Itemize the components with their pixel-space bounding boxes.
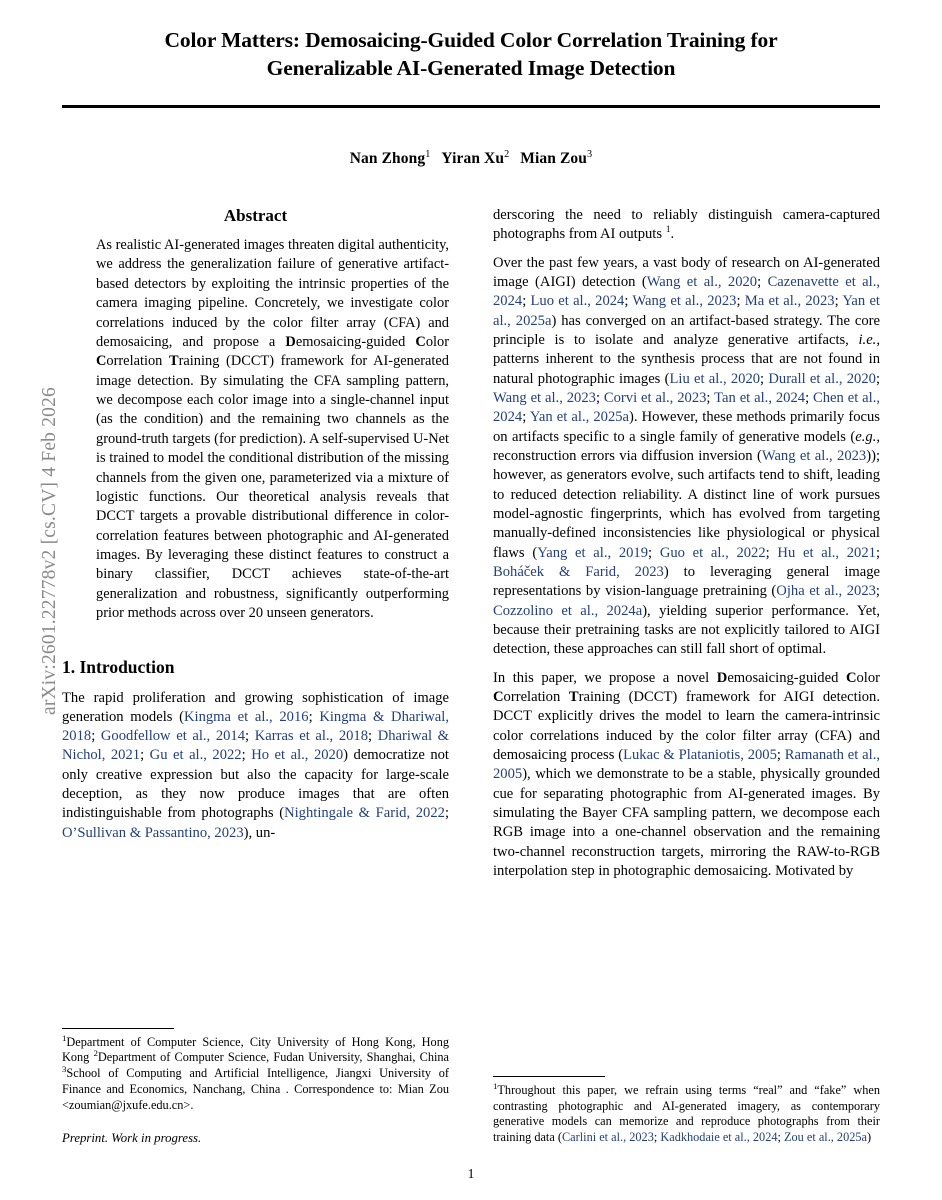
citation-link[interactable]: Yan et al., 2025a: [529, 409, 630, 426]
citation-link[interactable]: Chen et al., 2024: [493, 389, 881, 426]
abstract-heading: Abstract: [223, 206, 288, 225]
page-title: [68, 26, 874, 83]
citation-link[interactable]: Wang et al., 2023: [632, 293, 737, 310]
left-footnote-zone: [62, 1020, 449, 1146]
bold-text: C: [845, 669, 857, 686]
author-1-name: Nan Zhong: [349, 149, 426, 167]
citation-link[interactable]: Liu et al., 2020: [669, 370, 761, 387]
citation-link[interactable]: Dhariwal & Nichol, 2021: [62, 728, 449, 764]
citation-link[interactable]: Hu et al., 2021: [777, 544, 876, 561]
footnote-separator: [62, 1028, 174, 1029]
intro-paragraph-1-continued: derscoring the need to reliably distinguish camera-captured photographs from AI outputs $^1$.: [493, 207, 880, 243]
intro-paragraph-1: The rapid proliferation and growing sophistication of image generation models (Kingma et al., 2016; Kingma & Dhariwal, 2018; Goodfellow et al., 2014; Karras et al., 2018; Dhariwal & Nichol, 2021; Gu et al., 2022; Ho et al., 2020) democratize not only creative expression but also the capacity for large-scale deception, as they now produce images that are often indistinguishable from photographs (Nightingale & Farid, 2022; O’Sullivan & Passantino, 2023), un-: [62, 689, 450, 841]
citation-link[interactable]: Carlini et al., 2023: [561, 1130, 654, 1145]
footnote-marker: 1: [665, 224, 671, 236]
citation-link[interactable]: Cozzolino et al., 2024a: [493, 602, 643, 619]
author-1-affiliation-marker: 1: [425, 148, 431, 160]
citation-link[interactable]: Yang et al., 2019: [537, 544, 649, 561]
intro-paragraph-3: In this paper, we propose a novel Demosaicing-guided Color Correlation Training (DCCT) framework for AIGI detection. DCCT explicitly drives the model to learn the camera-intrinsic color correlations induced by the color filter array (CFA) and demosaicing process (Lukac & Plataniotis, 2005; Ramanath et al., 2005), which we demonstrate to be a stable, physically grounded cue for separating photographic from AI-generated images. By simulating the Bayer CFA sampling pattern, we decompose each RGB image into a one-channel observation and the remaining two-channel reconstruction targets, mirroring the RAW-to-RGB interpolation step in photographic demosaicing. Motivated by: [493, 669, 881, 879]
citation-link[interactable]: Ramanath et al., 2005: [493, 746, 881, 783]
citation-link[interactable]: Ho et al., 2020: [251, 747, 344, 764]
preprint-note: Preprint. Work in progress.: [62, 1130, 202, 1145]
footnote-marker: 1: [493, 1080, 498, 1091]
title-line-2: Generalizable AI-Generated Image Detection: [266, 56, 676, 81]
citation-link[interactable]: Gu et al., 2022: [149, 747, 242, 764]
footnote-marker: 2: [93, 1048, 98, 1059]
italic-text: i.e.: [858, 331, 877, 348]
citation-link[interactable]: Wang et al., 2020: [646, 273, 758, 290]
footnote-marker: 1: [62, 1032, 67, 1043]
bold-text: T: [568, 688, 579, 705]
citation-link[interactable]: Lukac & Plataniotis, 2005: [623, 746, 777, 763]
citation-link[interactable]: Luo et al., 2024: [530, 293, 625, 310]
author-1: [350, 150, 431, 167]
right-column: [493, 206, 880, 1146]
citation-link[interactable]: Yan et al., 2025a: [493, 293, 880, 329]
title-rule: [62, 105, 880, 108]
citation-link[interactable]: Kingma et al., 2016: [183, 708, 309, 725]
citation-link[interactable]: Ma et al., 2023: [744, 293, 835, 310]
citation-link[interactable]: Durall et al., 2020: [768, 370, 876, 387]
citation-link[interactable]: Boháček & Farid, 2023: [493, 563, 664, 580]
title-line-1: Color Matters: Demosaicing-Guided Color Correlation Training for: [164, 28, 778, 52]
title-block: [62, 0, 880, 168]
citation-link[interactable]: Guo et al., 2022: [659, 544, 766, 561]
bold-text: D: [716, 669, 728, 686]
intro-paragraph-2: Over the past few years, a vast body of research on AI-generated image (AIGI) detection (Wang et al., 2020; Cazenavette et al., 2024; Luo et al., 2024; Wang et al., 2023; Ma et al., 2023; Yan et al., 2025a) has converged on an artifact-based strategy. The core principle is to isolate and analyze generative artifacts, i.e., patterns inherent to the synthesis process that are not found in natural photographic images (Liu et al., 2020; Durall et al., 2020; Wang et al., 2023; Corvi et al., 2023; Tan et al., 2024; Chen et al., 2024; Yan et al., 2025a). However, these methods primarily focus on artifacts specific to a single family of generative models (e.g., reconstruction errors via diffusion inversion (Wang et al., 2023)); however, as generators evolve, such artifacts tend to shift, leading to reduced detection reliability. A distinct line of work pursues model-agnostic fingerprints, which has evolved from targeting manually-defined inconsistencies like physiological or physical flaws (Yang et al., 2019; Guo et al., 2022; Hu et al., 2021; Boháček & Farid, 2023) to leveraging general image representations by vision-language pretraining (Ojha et al., 2023; Cozzolino et al., 2024a), yielding superior performance. Yet, because their pretraining tasks are not explicitly tailored to AIGI detection, these approaches can still fall short of optimal.: [493, 254, 881, 658]
citation-link[interactable]: Nightingale & Farid, 2022: [284, 805, 445, 822]
abstract-text: As realistic AI-generated images threaten digital authenticity, we address the generalization failure of generative artifact-based detectors by exploiting the intrinsic properties of the camera imaging pipeline. Concretely, we investigate color correlations induced by the color filter array (CFA) and demosaicing, and propose a Demosaicing-guided Color Correlation Training (DCCT) framework for AI-generated image detection. By simulating the CFA sampling pattern, we decompose each color image into a single-channel input (as the condition) and the remaining two channels as the ground-truth targets (for prediction). A self-supervised U-Net is trained to model the conditional distribution of the missing channels from the given one, parameterized via a mixture of logistic functions. Our theoretical analysis reveals that DCCT targets a provable distributional difference in color-correlation features between photographic and AI-generated images. By leveraging these distinct features to construct a binary classifier, DCCT achieves state-of-the-art generalization and robustness, significantly outperforming prior methods across over 20 unseen generators.: [96, 237, 449, 622]
citation-link[interactable]: Tan et al., 2024: [714, 389, 806, 406]
citation-link[interactable]: Karras et al., 2018: [254, 728, 369, 745]
arxiv-stamp: arXiv:2601.22778v2 [cs.CV] 4 Feb 2026: [39, 386, 60, 716]
citation-link[interactable]: O’Sullivan & Passantino, 2023: [62, 824, 244, 841]
terminology-footnote: $^1$Throughout this paper, we refrain using terms “real” and “fake” when contrasting photographic and AI-generated imagery, as contemporary generative models can memorize and reproduce photographs from their training data (Carlini et al., 2023; Kadkhodaie et al., 2024; Zou et al., 2025a): [493, 1080, 880, 1145]
citation-link[interactable]: Wang et al., 2023: [493, 389, 596, 406]
author-3: [520, 150, 592, 167]
author-3-name: Mian Zou: [520, 149, 587, 167]
author-3-affiliation-marker: 3: [587, 148, 593, 160]
left-column: [62, 206, 449, 1146]
paper-page: [62, 0, 880, 1200]
author-2-affiliation-marker: 2: [504, 148, 510, 160]
page-number: 1: [467, 1166, 475, 1181]
footnote-separator: [493, 1076, 605, 1077]
section-heading-introduction: 1. Introduction: [62, 656, 175, 677]
footnote-marker: 3: [62, 1064, 67, 1075]
citation-link[interactable]: Corvi et al., 2023: [603, 389, 707, 406]
bold-text: C: [493, 688, 504, 705]
author-list: [62, 150, 880, 168]
citation-link[interactable]: Ojha et al., 2023: [776, 583, 876, 600]
bold-text: C: [415, 333, 426, 350]
bold-text: C: [96, 353, 107, 370]
citation-link[interactable]: Cazenavette et al., 2024: [493, 273, 881, 310]
citation-link[interactable]: Zou et al., 2025a: [784, 1130, 867, 1145]
author-2-name: Yiran Xu: [441, 149, 505, 167]
italic-text: e.g.: [855, 428, 877, 445]
abstract-section: [62, 206, 449, 624]
affiliation-footnote: $^1$Department of Computer Science, City University of Hong Kong, Hong Kong $^2$Department of Computer Science, Fudan University, Shanghai, China $^3$School of Computing and Artificial Intelligence, Jiangxi University of Finance and Economics, Nanchang, China . Correspondence to: Mian Zou <zoumian@jxufe.edu.cn>.: [62, 1032, 449, 1112]
author-2: [441, 150, 509, 167]
bold-text: D: [285, 333, 296, 350]
bold-text: T: [169, 353, 179, 370]
body-columns: [62, 206, 880, 1146]
citation-link[interactable]: Wang et al., 2023: [761, 447, 867, 464]
citation-link[interactable]: Kingma & Dhariwal, 2018: [62, 708, 449, 745]
right-footnote-zone: [493, 1068, 880, 1146]
citation-link[interactable]: Goodfellow et al., 2014: [100, 728, 246, 745]
citation-link[interactable]: Kadkhodaie et al., 2024: [660, 1130, 778, 1145]
